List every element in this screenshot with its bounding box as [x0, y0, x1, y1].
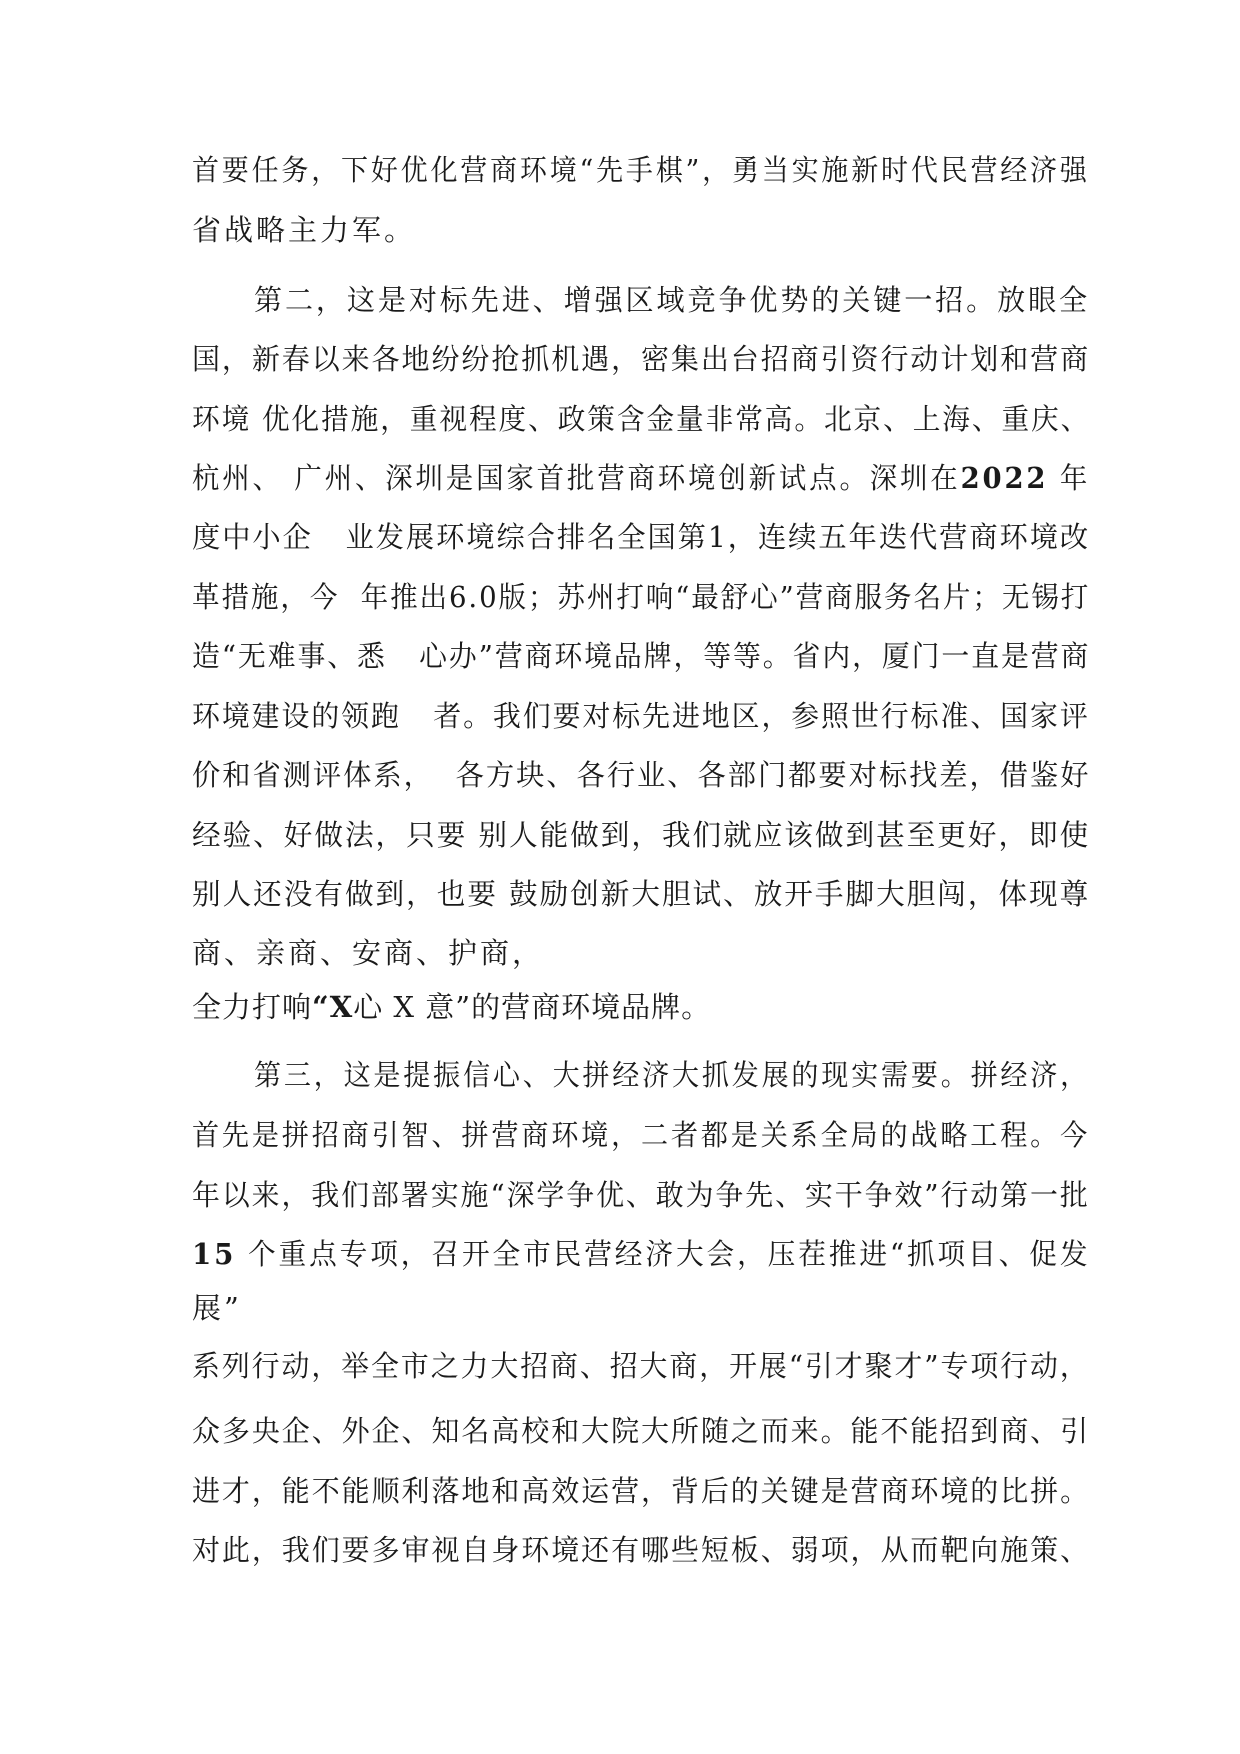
text-segment: 杭州、 广州、深圳是国家首批营商环境创新试点。深圳在 — [192, 461, 961, 495]
text-segment: 年 — [1048, 461, 1091, 495]
text-segment: 全力打响 — [192, 990, 313, 1024]
number-15: 15 — [192, 1237, 237, 1271]
text-line: 别人还没有做到，也要 鼓励创新大胆试、放开手脚大胆闯，体现尊 — [192, 877, 1091, 911]
text-line: 环境建设的领跑 者。我们要对标先进地区，参照世行标准、国家评 — [192, 699, 1090, 733]
paragraph-2-first-line: 第二，这是对标先进、增强区域竞争优势的关键一招。放眼全 — [254, 283, 1091, 317]
text-line: 价和省测评体系， 各方块、各行业、各部门都要对标找差，借鉴好 — [192, 758, 1091, 792]
number-2022: 2022 — [960, 461, 1049, 495]
text-line — [192, 989, 711, 1025]
text-line: 首先是拼招商引智、拼营商环境，二者都是关系全局的战略工程。今 — [192, 1118, 1091, 1152]
bold-segment: “X — [312, 990, 354, 1024]
text-line: 经验、好做法，只要 别人能做到，我们就应该做到甚至更好，即使 — [192, 818, 1091, 852]
text-line: 商、亲商、安商、护商， — [192, 936, 545, 970]
text-line: 省战略主力军。 — [192, 213, 417, 247]
text-line: 度中小企 业发展环境综合排名全国第1，连续五年迭代营商环境改 — [192, 520, 1091, 554]
text-line: 年以来，我们部署实施“深学争优、敢为争先、实干争效”行动第一批 — [192, 1178, 1090, 1212]
text-line — [192, 1236, 1090, 1272]
text-line: 众多央企、外企、知名高校和大院大所随之而来。能不能招到商、引 — [192, 1414, 1091, 1448]
text-segment: 个重点专项，召开全市民营经济大会，压茬推进“抓项目、促发 — [236, 1237, 1091, 1271]
text-segment: 心 X 意”的营商环境品牌。 — [353, 990, 712, 1024]
text-line: 国，新春以来各地纷纷抢抓机遇，密集出台招商引资行动计划和营商 — [192, 342, 1091, 376]
text-line: 展” — [192, 1291, 242, 1325]
text-line: 系列行动，举全市之力大招商、招大商，开展“引才聚才”专项行动， — [192, 1349, 1090, 1383]
text-line: 造“无难事、悉 心办”营商环境品牌，等等。省内，厦门一直是营商 — [192, 639, 1091, 673]
text-line — [192, 460, 1090, 496]
text-line: 首要任务，下好优化营商环境“先手棋”，勇当实施新时代民营经济强 — [192, 153, 1090, 187]
paragraph-3-first-line: 第三，这是提振信心、大拼经济大抓发展的现实需要。拼经济， — [254, 1058, 1091, 1092]
text-line: 环境 优化措施，重视程度、政策含金量非常高。北京、上海、重庆、 — [192, 402, 1091, 436]
text-line: 革措施，今 年推出6.0版；苏州打响“最舒心”营商服务名片；无锡打 — [192, 580, 1091, 614]
text-line: 进才，能不能顺利落地和高效运营，背后的关键是营商环境的比拼。 — [192, 1474, 1091, 1508]
text-line: 对此，我们要多审视自身环境还有哪些短板、弱项，从而靶向施策、 — [192, 1533, 1091, 1567]
